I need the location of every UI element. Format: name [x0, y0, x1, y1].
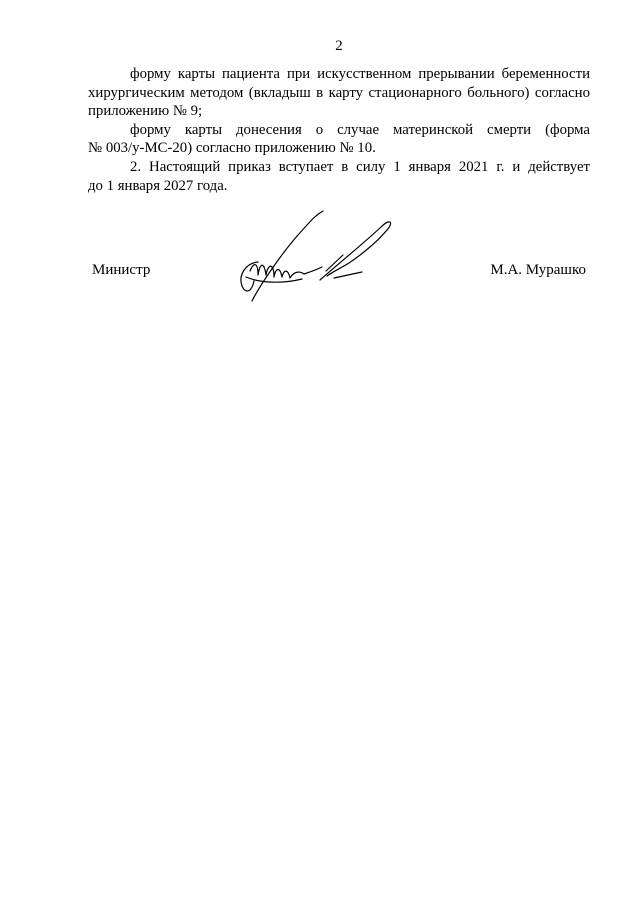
paragraph-form-9 — [88, 65, 590, 121]
paragraph-line: 2. Настоящий приказ вступает в силу 1 января 2021 г. и действует — [130, 158, 590, 175]
paragraph-line: приложению № 9; — [88, 103, 203, 120]
page-number: 2 — [335, 38, 343, 54]
paragraph-form-10 — [88, 121, 590, 158]
paragraph-effective-date — [88, 158, 590, 195]
signatory-name: М.А. Мурашко — [490, 262, 586, 278]
handwritten-signature — [230, 205, 400, 305]
paragraph-line: № 003/у-МС-20) согласно приложению № 10. — [88, 140, 376, 157]
signature-stroke — [252, 211, 323, 301]
signature-stroke — [320, 222, 391, 280]
signature-stroke — [334, 272, 362, 278]
paragraph-line: хирургическим методом (вкладыш в карту стационарного больного) согласно — [88, 84, 590, 101]
signatory-position: Министр — [92, 262, 151, 278]
paragraph-line: форму карты донесения о случае материнской смерти (форма — [130, 121, 590, 138]
signature-stroke — [250, 265, 322, 278]
paragraph-line: до 1 января 2027 года. — [88, 177, 228, 194]
document-body — [88, 65, 590, 195]
signature-stroke — [241, 262, 258, 291]
paragraph-line: форму карты пациента при искусственном прерывании беременности — [130, 66, 590, 82]
